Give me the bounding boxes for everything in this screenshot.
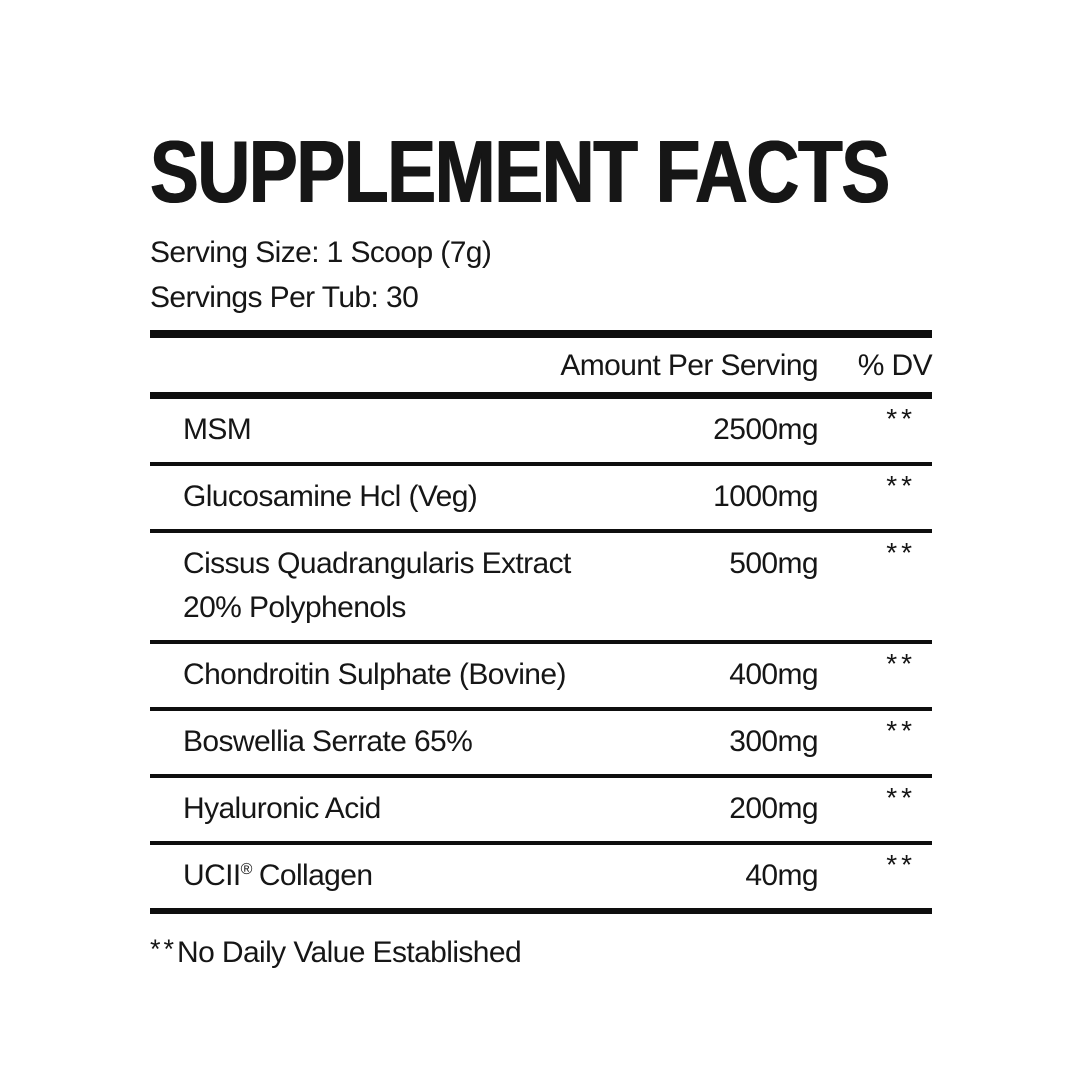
table-row	[150, 778, 932, 845]
table-row	[150, 845, 932, 908]
ingredient-name-rest: Collagen	[258, 859, 373, 892]
column-header-amount: Amount Per Serving	[560, 349, 818, 382]
serving-info	[150, 230, 932, 320]
footnote	[150, 927, 932, 975]
ingredient-dv: **	[886, 537, 916, 568]
table-row	[150, 711, 932, 778]
ingredient-dv: **	[886, 715, 916, 746]
ingredient-name: MSM	[183, 413, 252, 446]
ingredient-dv: **	[886, 782, 916, 813]
ingredient-name	[150, 542, 658, 630]
table-row	[150, 533, 932, 644]
table-bottom-rule	[150, 908, 932, 914]
ingredient-amount: 500mg	[729, 547, 818, 580]
ingredient-amount: 1000mg	[713, 480, 818, 513]
ingredient-name: Glucosamine Hcl (Veg)	[183, 480, 478, 513]
ingredient-name: Hyaluronic Acid	[183, 792, 381, 825]
column-header-dv: % DV	[857, 349, 932, 382]
ingredient-amount: 2500mg	[713, 413, 818, 446]
ingredient-name-line1: Cissus Quadrangularis Extract	[183, 547, 571, 580]
ingredient-amount: 300mg	[729, 725, 818, 758]
ingredient-name-line2: 20% Polyphenols	[183, 591, 406, 624]
facts-table	[150, 330, 932, 914]
ingredient-amount: 400mg	[729, 658, 818, 691]
ingredient-name	[150, 854, 658, 898]
page-title-text: SUPPLEMENT FACTS	[150, 122, 889, 221]
ingredient-amount: 40mg	[745, 859, 818, 892]
ingredient-name: Boswellia Serrate 65%	[183, 725, 473, 758]
table-top-rule	[150, 330, 932, 338]
serving-size-line: Serving Size: 1 Scoop (7g)	[150, 236, 492, 269]
table-row	[150, 399, 932, 466]
table-row	[150, 644, 932, 711]
table-header-row	[150, 338, 932, 392]
ingredient-dv: **	[886, 470, 916, 501]
footnote-marker: **	[150, 934, 178, 964]
supplement-facts-panel	[150, 122, 932, 975]
ingredient-dv: **	[886, 849, 916, 880]
page-title	[150, 122, 932, 221]
ingredient-dv: **	[886, 648, 916, 679]
ingredient-dv: **	[886, 403, 916, 434]
ingredient-name: Chondroitin Sulphate (Bovine)	[183, 658, 566, 691]
ingredient-brand-name: UCII	[183, 859, 241, 892]
registered-trademark-symbol: ®	[240, 861, 252, 878]
table-header-rule	[150, 392, 932, 399]
footnote-text: No Daily Value Established	[177, 936, 522, 969]
table-row	[150, 466, 932, 533]
ingredient-amount: 200mg	[729, 792, 818, 825]
servings-per-tub-line: Servings Per Tub: 30	[150, 281, 419, 314]
